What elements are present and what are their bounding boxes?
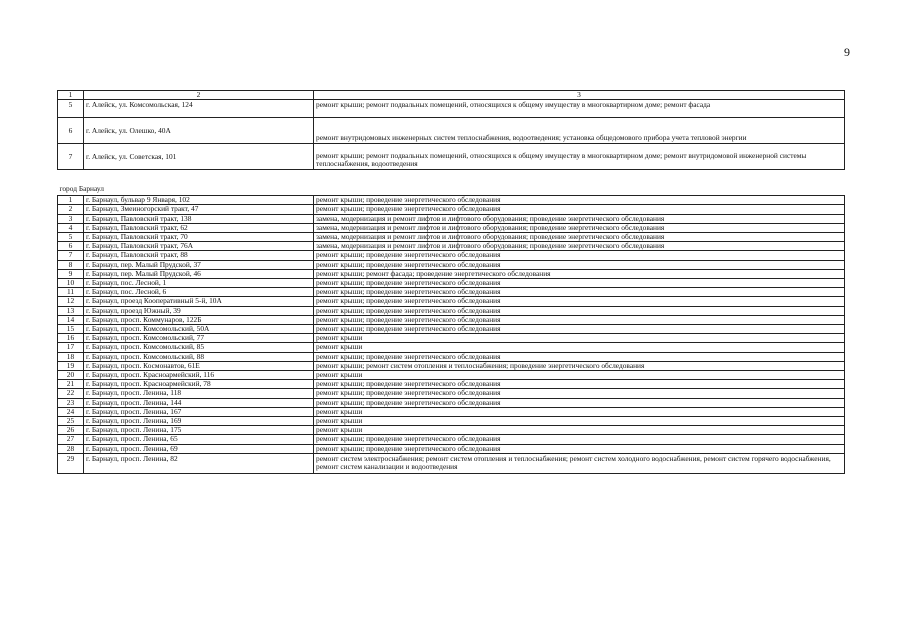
row-number: 26 xyxy=(58,426,84,435)
row-number: 12 xyxy=(58,297,84,306)
row-works: ремонт крыши; проведение энергетического обследования xyxy=(314,398,845,407)
row-works: ремонт крыши; ремонт подвальных помещений, относящихся к общему имуществу в многоквартирном доме; ремонт фасада xyxy=(314,100,845,118)
table-row xyxy=(58,417,845,426)
table-row xyxy=(58,444,845,453)
section-row xyxy=(58,170,845,196)
table-row xyxy=(58,269,845,278)
row-works: ремонт крыши; проведение энергетического обследования xyxy=(314,279,845,288)
table-row xyxy=(58,315,845,324)
table-row xyxy=(58,223,845,232)
table-row xyxy=(58,260,845,269)
row-address: г. Барнаул, пос. Лесной, 1 xyxy=(84,279,314,288)
row-address: г. Алейск, ул. Комсомольская, 124 xyxy=(84,100,314,118)
row-works: ремонт крыши; проведение энергетического обследования xyxy=(314,306,845,315)
table-row xyxy=(58,306,845,315)
row-works: ремонт крыши; проведение энергетического обследования xyxy=(314,380,845,389)
row-address: г. Барнаул, просп. Комсомольский, 50А xyxy=(84,325,314,334)
section-title: город Барнаул xyxy=(58,170,845,196)
row-works: ремонт крыши xyxy=(314,343,845,352)
row-number: 16 xyxy=(58,334,84,343)
row-address: г. Барнаул, просп. Ленина, 167 xyxy=(84,407,314,416)
row-address: г. Барнаул, Павловский тракт, 76А xyxy=(84,242,314,251)
row-address: г. Барнаул, просп. Ленина, 144 xyxy=(84,398,314,407)
row-number: 25 xyxy=(58,417,84,426)
row-address: г. Барнаул, Павловский тракт, 88 xyxy=(84,251,314,260)
row-number: 15 xyxy=(58,325,84,334)
row-works: ремонт крыши; ремонт подвальных помещений, относящихся к общему имуществу в многоквартирном доме; ремонт внутридомовой инженерной системы теплоснабжения, водоотведения xyxy=(314,144,845,170)
row-address: г. Барнаул, просп. Комсомольский, 88 xyxy=(84,352,314,361)
table-row xyxy=(58,343,845,352)
table-row xyxy=(58,288,845,297)
row-number: 4 xyxy=(58,223,84,232)
row-works: ремонт крыши xyxy=(314,417,845,426)
row-number: 5 xyxy=(58,233,84,242)
row-works: ремонт крыши; проведение энергетического обследования xyxy=(314,444,845,453)
row-works: ремонт крыши; проведение энергетического обследования xyxy=(314,325,845,334)
row-works: ремонт крыши; проведение энергетического обследования xyxy=(314,288,845,297)
table-row xyxy=(58,380,845,389)
row-number: 9 xyxy=(58,269,84,278)
row-number: 22 xyxy=(58,389,84,398)
row-address: г. Барнаул, Павловский тракт, 62 xyxy=(84,223,314,232)
row-number: 17 xyxy=(58,343,84,352)
row-address: г. Барнаул, просп. Ленина, 169 xyxy=(84,417,314,426)
row-number: 8 xyxy=(58,260,84,269)
row-number: 3 xyxy=(58,214,84,223)
row-address: г. Барнаул, проезд Кооперативный 5-й, 10А xyxy=(84,297,314,306)
table-row xyxy=(58,453,845,473)
row-number: 14 xyxy=(58,315,84,324)
row-works: замена, модернизация и ремонт лифтов и лифтового оборудования; проведение энергетического обследования xyxy=(314,242,845,251)
table-row xyxy=(58,389,845,398)
table-row xyxy=(58,233,845,242)
row-address: г. Барнаул, бульвар 9 Января, 102 xyxy=(84,196,314,205)
table-row xyxy=(58,361,845,370)
row-address: г. Барнаул, просп. Красноармейский, 116 xyxy=(84,371,314,380)
row-works: ремонт крыши; проведение энергетического обследования xyxy=(314,260,845,269)
table-row xyxy=(58,279,845,288)
row-address: г. Барнаул, просп. Ленина, 175 xyxy=(84,426,314,435)
row-works: ремонт крыши; проведение энергетического обследования xyxy=(314,205,845,214)
row-works: замена, модернизация и ремонт лифтов и лифтового оборудования; проведение энергетического обследования xyxy=(314,223,845,232)
row-address: г. Барнаул, пер. Малый Прудской, 37 xyxy=(84,260,314,269)
row-address: г. Барнаул, Павловский тракт, 70 xyxy=(84,233,314,242)
table-row xyxy=(58,398,845,407)
table-row xyxy=(58,144,845,170)
row-number: 1 xyxy=(58,196,84,205)
row-number: 5 xyxy=(58,100,84,118)
row-number: 7 xyxy=(58,251,84,260)
row-address: г. Барнаул, просп. Комсомольский, 85 xyxy=(84,343,314,352)
page-number: 9 xyxy=(844,45,850,59)
table-row xyxy=(58,205,845,214)
row-address: г. Барнаул, просп. Ленина, 82 xyxy=(84,453,314,473)
row-number: 2 xyxy=(58,205,84,214)
row-works: ремонт крыши; ремонт фасада; проведение энергетического обследования xyxy=(314,269,845,278)
row-number: 11 xyxy=(58,288,84,297)
row-address: г. Барнаул, просп. Космонавтов, 61Е xyxy=(84,361,314,370)
table-row xyxy=(58,325,845,334)
row-works: ремонт крыши xyxy=(314,407,845,416)
row-address: г. Барнаул, просп. Коммунаров, 122Б xyxy=(84,315,314,324)
row-number: 18 xyxy=(58,352,84,361)
row-works: ремонт крыши xyxy=(314,334,845,343)
row-works: ремонт крыши; проведение энергетического обследования xyxy=(314,297,845,306)
row-number: 21 xyxy=(58,380,84,389)
row-works: ремонт крыши; ремонт систем отопления и теплоснабжения; проведение энергетического обследования xyxy=(314,361,845,370)
table-row xyxy=(58,297,845,306)
header-row xyxy=(58,91,845,100)
row-works: ремонт внутридомовых инженерных систем теплоснабжения, водоотведения; установка общедомового прибора учета тепловой энергии xyxy=(314,118,845,144)
row-address: г. Барнаул, пер. Малый Прудской, 46 xyxy=(84,269,314,278)
row-address: г. Барнаул, Павловский тракт, 138 xyxy=(84,214,314,223)
table-row xyxy=(58,435,845,444)
row-number: 27 xyxy=(58,435,84,444)
row-address: г. Барнаул, просп. Ленина, 69 xyxy=(84,444,314,453)
row-works: ремонт крыши xyxy=(314,426,845,435)
row-number: 6 xyxy=(58,118,84,144)
table-row xyxy=(58,100,845,118)
row-address: г. Барнаул, просп. Ленина, 118 xyxy=(84,389,314,398)
header-cell-works: 3 xyxy=(314,91,845,100)
header-cell-address: 2 xyxy=(84,91,314,100)
register-table xyxy=(57,90,845,474)
row-number: 20 xyxy=(58,371,84,380)
row-address: г. Барнаул, Змеиногорский тракт, 47 xyxy=(84,205,314,214)
row-works: ремонт крыши; проведение энергетического обследования xyxy=(314,196,845,205)
row-works: замена, модернизация и ремонт лифтов и лифтового оборудования; проведение энергетического обследования xyxy=(314,233,845,242)
row-number: 28 xyxy=(58,444,84,453)
row-works: ремонт крыши xyxy=(314,371,845,380)
row-address: г. Барнаул, просп. Красноармейский, 78 xyxy=(84,380,314,389)
row-works: ремонт крыши; проведение энергетического обследования xyxy=(314,435,845,444)
row-number: 29 xyxy=(58,453,84,473)
row-number: 7 xyxy=(58,144,84,170)
row-address: г. Барнаул, просп. Комсомольский, 77 xyxy=(84,334,314,343)
row-works: ремонт систем электроснабжения; ремонт систем отопления и теплоснабжения; ремонт систем холодного водоснабжения, ремонт систем горячего водоснабжения, ремонт систем канализации и водоотведения xyxy=(314,453,845,473)
table-row xyxy=(58,426,845,435)
row-number: 13 xyxy=(58,306,84,315)
row-address: г. Алейск, ул. Советская, 101 xyxy=(84,144,314,170)
header-cell-number: 1 xyxy=(58,91,84,100)
row-address: г. Барнаул, проезд Южный, 39 xyxy=(84,306,314,315)
row-number: 6 xyxy=(58,242,84,251)
table-row xyxy=(58,371,845,380)
table-row xyxy=(58,214,845,223)
row-address: г. Барнаул, пос. Лесной, 6 xyxy=(84,288,314,297)
row-works: ремонт крыши; проведение энергетического обследования xyxy=(314,315,845,324)
table-row xyxy=(58,352,845,361)
row-number: 10 xyxy=(58,279,84,288)
row-address: г. Алейск, ул. Олешко, 40А xyxy=(84,118,314,144)
table-row xyxy=(58,118,845,144)
row-address: г. Барнаул, просп. Ленина, 65 xyxy=(84,435,314,444)
row-works: ремонт крыши; проведение энергетического обследования xyxy=(314,251,845,260)
table-row xyxy=(58,242,845,251)
table-row xyxy=(58,407,845,416)
table-row xyxy=(58,334,845,343)
row-number: 24 xyxy=(58,407,84,416)
row-works: ремонт крыши; проведение энергетического обследования xyxy=(314,352,845,361)
table-row xyxy=(58,196,845,205)
row-number: 23 xyxy=(58,398,84,407)
row-works: замена, модернизация и ремонт лифтов и лифтового оборудования; проведение энергетического обследования xyxy=(314,214,845,223)
row-number: 19 xyxy=(58,361,84,370)
table-row xyxy=(58,251,845,260)
row-works: ремонт крыши; проведение энергетического обследования xyxy=(314,389,845,398)
